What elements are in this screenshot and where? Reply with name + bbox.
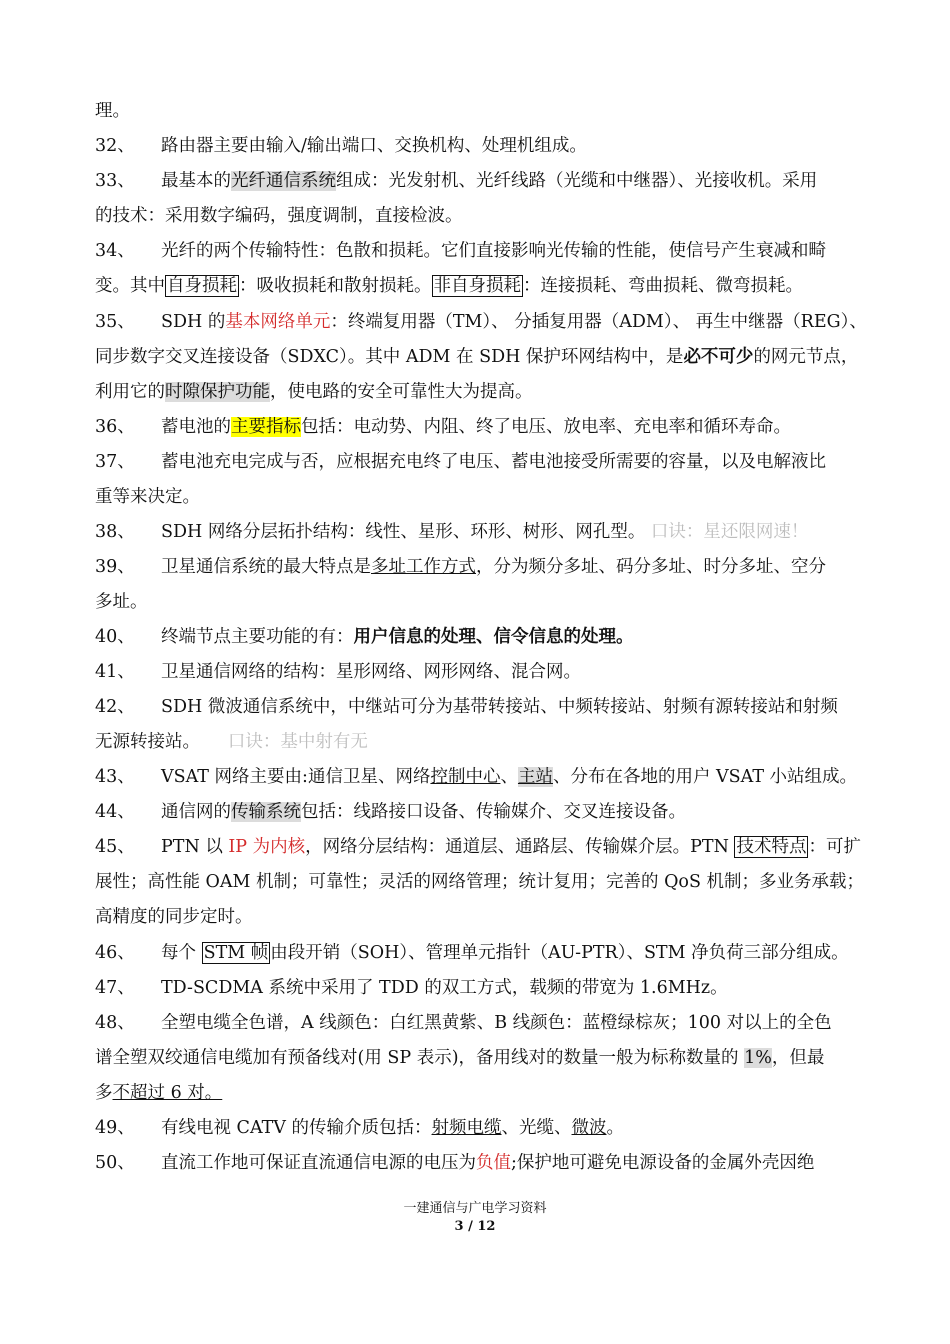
list-item-48: 48、 全塑电缆全色谱，A 线颜色：白红黑黄紫、B 线颜色：蓝橙绿棕灰；100 对以上的全色 — [95, 1013, 832, 1033]
list-item-32: 32、 路由器主要由输入/输出端口、交换机构、处理机组成。 — [95, 136, 587, 156]
bold-text: 必不可少 — [683, 347, 754, 367]
boxed-term: 非自身损耗 — [433, 276, 521, 296]
text-line: 理。 — [95, 101, 130, 121]
gray-highlight: 主站 — [517, 767, 553, 787]
text-line: 多址。 — [95, 592, 148, 612]
gray-highlight: 1% — [744, 1048, 772, 1068]
list-item-42: 42、 SDH 微波通信系统中，中继站可分为基带转接站、中频转接站、射频有源转接站和射频 — [95, 697, 838, 717]
page-number: 3 / 12 — [454, 1219, 496, 1234]
item-number: 48、 — [95, 1013, 135, 1033]
mnemonic-text: 口诀：基中射有无 — [227, 732, 368, 752]
red-text: 负值 — [476, 1153, 511, 1173]
item-number: 45、 — [95, 837, 135, 857]
red-text: IP 为内核 — [228, 837, 306, 857]
list-item-38: 38、 SDH 网络分层拓扑结构：线性、星形、环形、树形、网孔型。 口诀：星还限网速！ — [95, 522, 809, 542]
list-item-34: 34、 光纤的两个传输特性：色散和损耗。它们直接影响光传输的性能，使信号产生衰减和畸 — [95, 241, 826, 261]
item-number: 49、 — [95, 1118, 135, 1138]
boxed-term: 自身损耗 — [167, 276, 237, 296]
list-item-47: 47、 TD-SCDMA 系统中采用了 TDD 的双工方式，载频的带宽为 1.6MHz。 — [95, 978, 728, 998]
footer-title: 一建通信与广电学习资料 — [403, 1201, 547, 1216]
list-item-46: 46、 每个 STM 帧 由段开销（SOH）、管理单元指针（AU-PTR）、STM 净负荷三部分组成。 — [95, 943, 849, 963]
text-line: 变。其中 自身损耗 ：吸收损耗和散射损耗。 非自身损耗 ：连接损耗、弯曲损耗、微弯损耗。 — [95, 276, 803, 296]
item-number: 35、 — [95, 312, 135, 332]
boxed-term: 技术特点 — [736, 837, 807, 857]
item-number: 44、 — [95, 802, 135, 822]
text-line: 谱全塑双绞通信电缆加有预备线对(用 SP 表示)，备用线对的数量一般为标称数量的 1%，但最 — [95, 1048, 825, 1068]
text-line: 同步数字交叉连接设备（SDXC）。其中 ADM 在 SDH 保护环网结构中，是必不可少的网元节点， — [95, 347, 859, 367]
item-number: 34、 — [95, 241, 135, 261]
underlined-term: 控制中心 — [430, 767, 501, 787]
list-item-45: 45、 PTN 以 IP 为内核，网络分层结构：通道层、通路层、传输媒介层。PTN 技术特点 ：可扩 — [95, 837, 861, 857]
item-number: 47、 — [95, 978, 135, 998]
list-item-39: 39、 卫星通信系统的最大特点是多址工作方式，分为频分多址、码分多址、时分多址、空分 — [95, 557, 826, 577]
underlined-term: 不超过 6 对。 — [112, 1083, 223, 1103]
item-number: 37、 — [95, 452, 135, 472]
list-item-33: 33、 最基本的光纤通信系统组成：光发射机、光纤线路（光缆和中继器）、光接收机。采用 — [95, 171, 818, 191]
gray-highlight: 传输系统 — [231, 802, 301, 822]
text-line: 高精度的同步定时。 — [95, 907, 253, 927]
gray-highlight: 时隙保护功能 — [165, 382, 270, 402]
list-item-49: 49、 有线电视 CATV 的传输介质包括：射频电缆、光缆、微波。 — [95, 1118, 625, 1138]
item-number: 46、 — [95, 943, 135, 963]
text-line: 的技术：采用数字编码，强度调制，直接检波。 — [95, 206, 463, 226]
red-text: 基本网络单元 — [225, 312, 331, 332]
text-line: 展性；高性能 OAM 机制；可靠性；灵活的网络管理；统计复用；完善的 QoS 机制；多业务承载； — [95, 872, 865, 892]
item-number: 39、 — [95, 557, 135, 577]
list-item-50: 50、 直流工作地可保证直流通信电源的电压为负值;保护地可避免电源设备的金属外壳因绝 — [95, 1153, 815, 1173]
text-line: 多不超过 6 对。 — [95, 1083, 223, 1103]
list-item-43: 43、 VSAT 网络主要由:通信卫星、网络控制中心、主站、分布在各地的用户 VSAT 小站组成。 — [95, 767, 858, 787]
item-number: 38、 — [95, 522, 135, 542]
item-number: 36、 — [95, 417, 135, 437]
item-number: 43、 — [95, 767, 135, 787]
underlined-term: 射频电缆 — [431, 1118, 502, 1138]
text-line: 无源转接站。 口诀：基中射有无 — [95, 732, 368, 752]
item-number: 50、 — [95, 1153, 135, 1173]
mnemonic-text: 口诀：星还限网速！ — [650, 522, 809, 542]
list-item-40: 40、 终端节点主要功能的有：用户信息的处理、信令信息的处理。 — [95, 627, 634, 647]
item-number: 41、 — [95, 662, 135, 682]
item-number: 32、 — [95, 136, 135, 156]
list-item-35: 35、 SDH 的基本网络单元：终端复用器（TM）、 分插复用器（ADM）、 再生中继器（REG）、 — [95, 312, 867, 332]
underlined-term: 多址工作方式 — [371, 557, 476, 577]
list-item-36: 36、 蓄电池的主要指标包括：电动势、内阻、终了电压、放电率、充电率和循环寿命。 — [95, 417, 791, 437]
item-number: 42、 — [95, 697, 135, 717]
list-item-37: 37、 蓄电池充电完成与否，应根据充电终了电压、蓄电池接受所需要的容量，以及电解液比 — [95, 452, 826, 472]
boxed-term: STM 帧 — [203, 943, 269, 963]
yellow-highlight: 主要指标 — [231, 417, 301, 437]
list-item-44: 44、 通信网的传输系统包括：线路接口设备、传输媒介、交叉连接设备。 — [95, 802, 686, 822]
item-number: 33、 — [95, 171, 135, 191]
bold-text: 用户信息的处理、信令信息的处理。 — [353, 627, 634, 647]
underlined-term: 微波 — [571, 1118, 607, 1138]
item-number: 40、 — [95, 627, 135, 647]
text-line: 利用它的时隙保护功能，使电路的安全可靠性大为提高。 — [95, 382, 533, 402]
list-item-41: 41、 卫星通信网络的结构：星形网络、网形网络、混合网。 — [95, 662, 581, 682]
gray-highlight: 光纤通信系统 — [231, 171, 336, 191]
text-line: 重等来决定。 — [95, 487, 200, 507]
